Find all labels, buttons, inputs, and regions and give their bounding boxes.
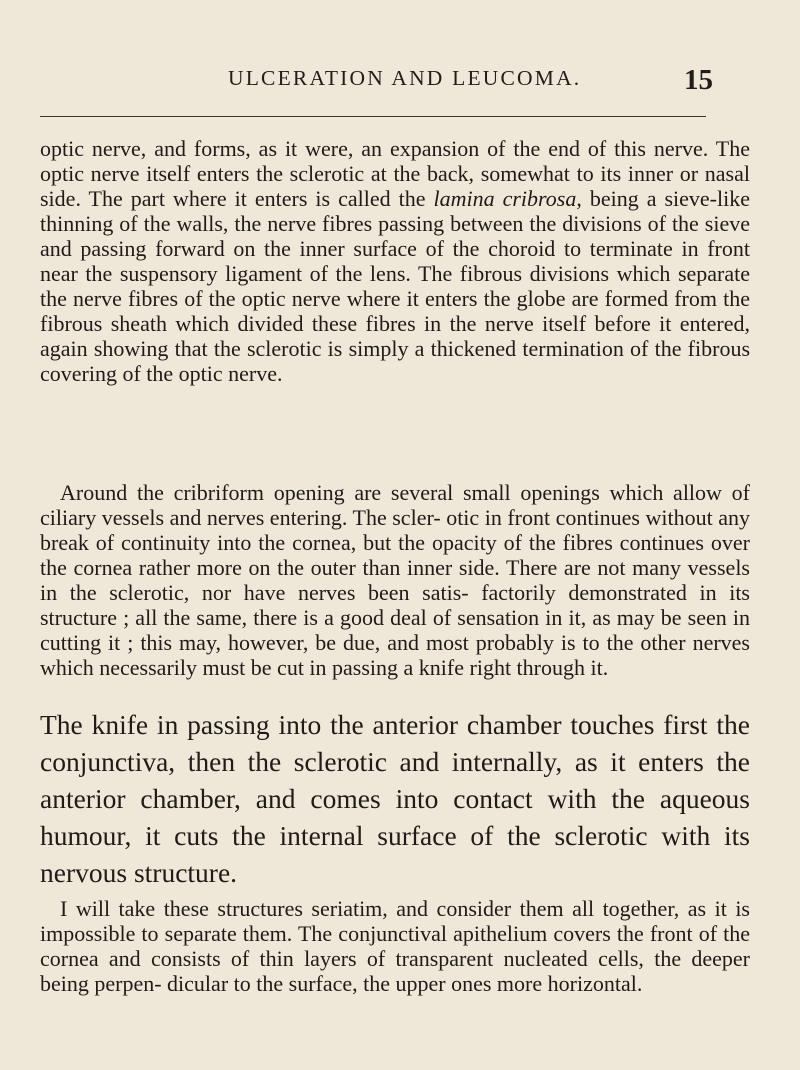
paragraph-text: , being a sieve-like thinning of the walls, the nerve fibres passing between the divisions of the sieve and passing forward on the inner surface of the choroid to terminate in front near the suspensory ligament of the lens. The fibrous divisions which separate the nerve fibres of the optic nerve where it enters the globe are formed from the fibrous sheath which divided these fibres in the nerve itself before it entered, again showing that the sclerotic is simply a thickened termination of the fibrous covering of the optic nerve. <box>40 186 750 386</box>
paragraph-optic-nerve <box>40 136 750 386</box>
paragraph-cribriform-opening: Around the cribriform opening are several small openings which allow of ciliary vessels and nerves entering. The scler- otic in front continues without any break of continuity into the cornea, but the opacity of the fibres continues over the cornea rather more on the outer than inner side. There are not many vessels in the sclerotic, nor have nerves been satis- factorily demonstrated in its structure ; all the same, there is a good deal of sensation in it, as may be seen in cutting it ; this may, however, be due, and most probably is to the other nerves which necessarily must be cut in passing a knife right through it. <box>40 480 750 680</box>
paragraph-conjunctival-epithelium: I will take these structures seriatim, and consider them all together, as it is impossible to separate them. The conjunctival apithelium covers the front of the cornea and consists of thin layers of transparent nucleated cells, the deeper being perpen- dicular to the surface, the upper ones more horizontal. <box>40 896 750 996</box>
running-header <box>0 66 800 106</box>
header-rule <box>40 116 706 117</box>
paragraph-knife-anterior-chamber: The knife in passing into the anterior chamber touches first the conjunctiva, then the sclerotic and internally, as it enters the anterior chamber, and comes into contact with the aqueous humour, it cuts the internal surface of the sclerotic with its nervous structure. <box>40 709 750 888</box>
running-title: ULCERATION AND LEUCOMA. <box>228 66 582 90</box>
paragraph-text: optic nerve, and forms, as it were, an expansion of the end of this nerve. The optic nerve itself enters the sclerotic at the back, somewhat to its inner or nasal side. The part where it enters is called the <box>40 136 750 211</box>
italic-term: lamina cribrosa <box>433 186 577 211</box>
page-number: 15 <box>684 64 713 96</box>
